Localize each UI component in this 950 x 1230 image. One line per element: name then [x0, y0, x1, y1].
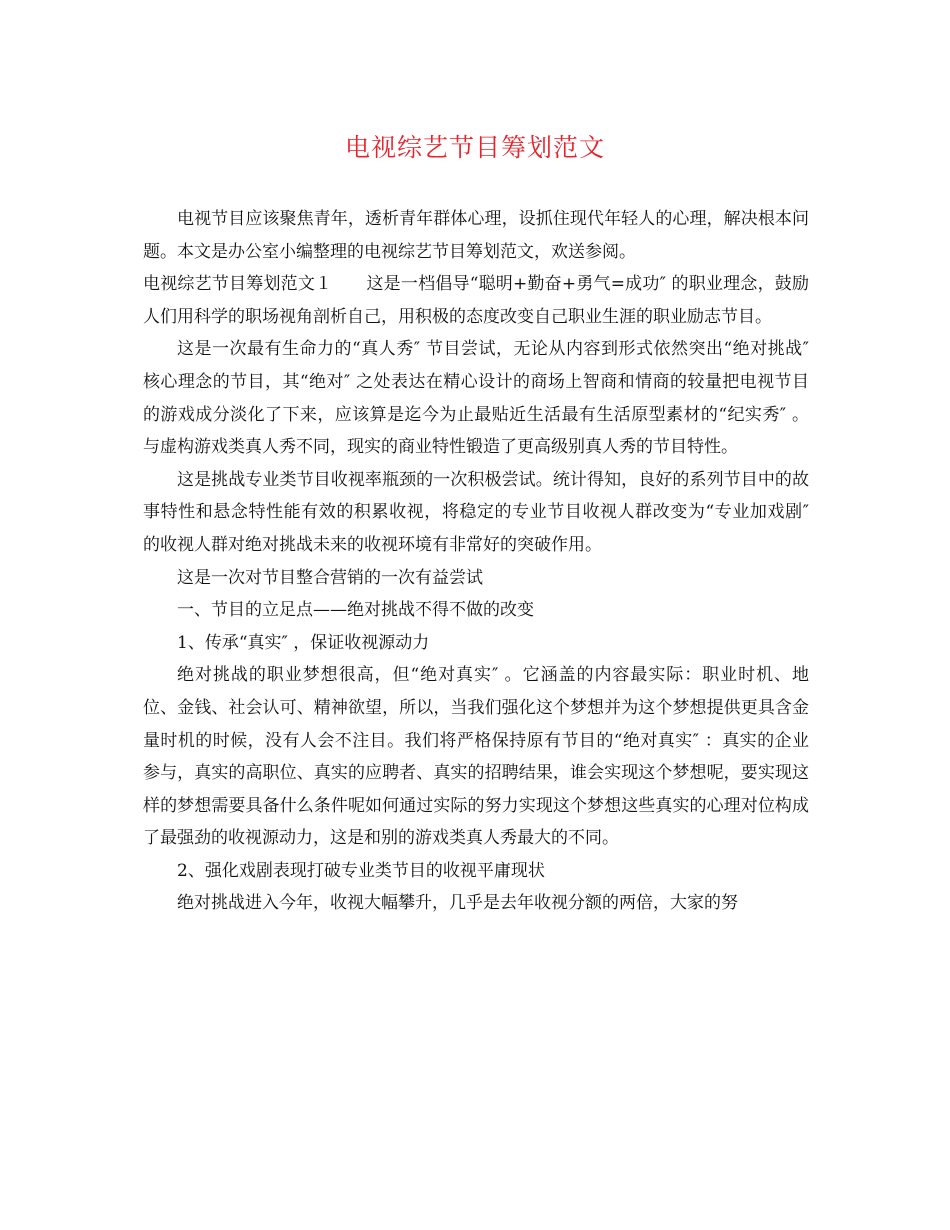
growth-paragraph: 绝对挑战进入今年，收视大幅攀升，几乎是去年收视分额的两倍，大家的努 — [177, 893, 738, 914]
ratings-paragraph: 这是挑战专业类节目收视率瓶颈的一次积极尝试。统计得知，良好的系列节目中的故事特性和悬念特性能有效的积累收视，将稳定的专业节目收视人群改变为“专业加戏剧″ 的收视人群对绝对挑战未来的收视环境有非常好的突破作用。 — [143, 469, 809, 555]
reality-show-paragraph: 这是一次最有生命力的“真人秀″ 节目尝试，无论从内容到形式依然突出“绝对挑战″ 核心理念的节目，其“绝对″ 之处表达在精心设计的商场上智商和情商的较量把电视节目的游戏成分淡化了下来，应该算是迄今为止最贴近生活最有生活原型素材的“纪实秀″ 。 与虚构游戏类真人秀不同，现实的商业特性锻造了更高级别真人秀的节目特性。 — [143, 339, 809, 458]
marketing-paragraph: 这是一次对节目整合营销的一次有益尝试 — [177, 567, 483, 588]
intro-paragraph: 电视节目应该聚焦青年，透析青年群体心理，设抓住现代年轻人的心理，解决根本问题。本文是办公室小编整理的电视综艺节目筹划范文，欢送参阅。 — [143, 209, 809, 262]
document-body — [143, 203, 809, 920]
fanwen-paragraph — [143, 268, 809, 333]
document-title: 电视综艺节目筹划范文 — [344, 133, 605, 162]
dream-paragraph: 绝对挑战的职业梦想很高，但“绝对真实″ 。它涵盖的内容最实际：职业时机、地位、金钱、社会认可、精神欲望，所以，当我们强化这个梦想并为这个梦想提供更具含金量时机的时候，没有人会不注目。我们将严格保持原有节目的“绝对真实″ ：真实的企业参与，真实的高职位、真实的应聘者、真实的招聘结果，谁会实现这个梦想呢，要实现这样的梦想需要具备什么条件呢如何通过实际的努力实现这个梦想这些真实的心理对位构成了最强劲的收视源动力，这是和别的游戏类真人秀最大的不同。 — [143, 665, 809, 849]
section-heading-1: 一、节目的立足点——绝对挑战不得不做的改变 — [177, 600, 534, 621]
fanwen-text: 这是一档倡导“聪明+勤奋+勇气=成功″ 的职业理念，鼓励人们用科学的职场视角剖析自己，用积极的态度改变自己职业生涯的职业励志节目。 — [143, 274, 809, 327]
subheading-1: 1、传承“真实″ ，保证收视源动力 — [177, 632, 430, 653]
subheading-2: 2、强化戏剧表现打破专业类节目的收视平庸现状 — [177, 860, 545, 881]
fanwen-label: 电视综艺节目筹划范文１ — [143, 274, 333, 295]
